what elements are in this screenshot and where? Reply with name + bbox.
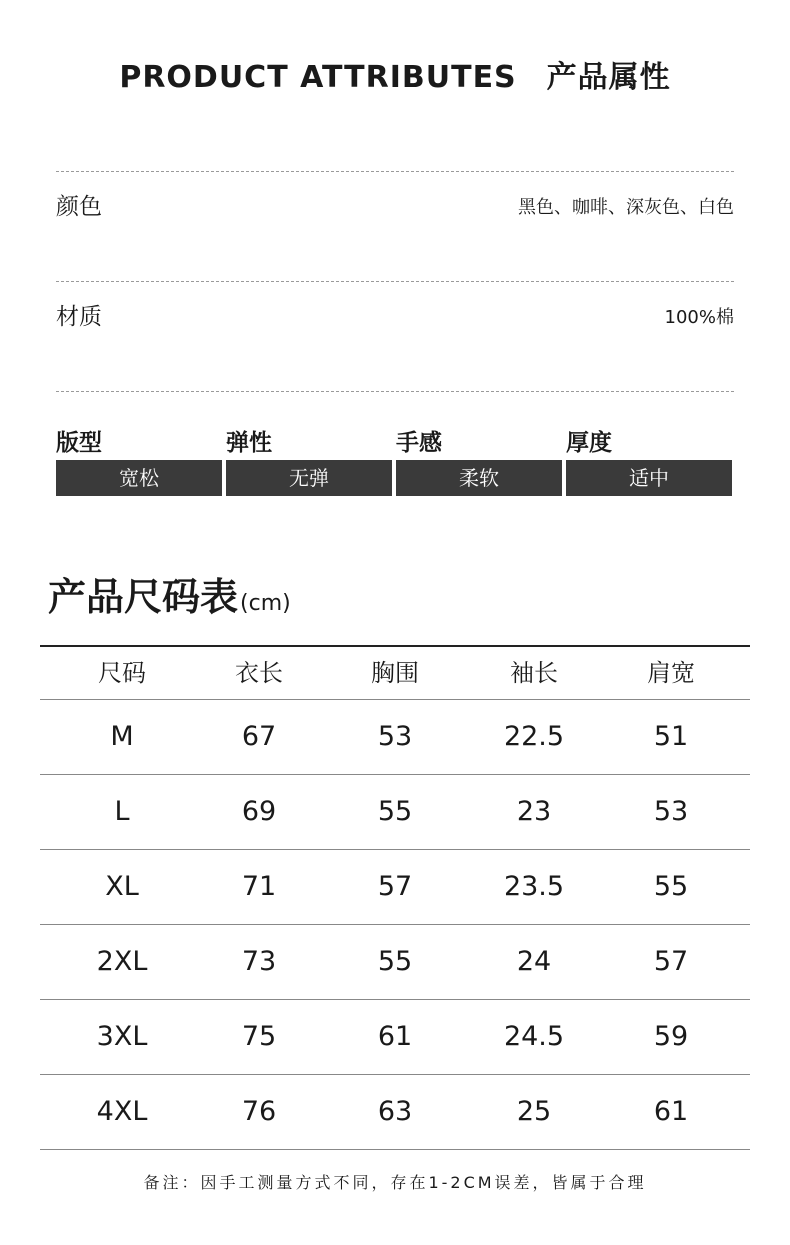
table-cell: 24.5 (503, 1021, 565, 1052)
table-cell: 57 (377, 871, 413, 902)
table-cell: 69 (241, 796, 277, 827)
table-row (40, 700, 750, 775)
property-label: 弹性 (226, 430, 272, 456)
material-label: 材质 (56, 304, 102, 330)
page-title (0, 52, 790, 96)
table-cell: 76 (241, 1096, 277, 1127)
table-cell: 59 (653, 1021, 689, 1052)
divider (56, 171, 734, 172)
table-cell: 63 (377, 1096, 413, 1127)
measurement-note: 备注：因手工测量方式不同，存在1-2CM误差，皆属于合理 (143, 1173, 647, 1192)
property-fit (56, 426, 222, 496)
header-cell: 尺码 (98, 659, 146, 687)
table-cell: 22.5 (503, 721, 565, 752)
size-chart-heading: 产品尺码表 (48, 575, 239, 619)
table-cell: L (114, 796, 130, 827)
table-cell: 53 (653, 796, 689, 827)
property-grid (56, 426, 734, 498)
size-chart-unit: (cm) (240, 591, 291, 616)
property-thickness (566, 426, 732, 496)
table-cell: 61 (377, 1021, 413, 1052)
size-table (40, 645, 750, 1150)
divider (56, 391, 734, 392)
table-row (40, 850, 750, 925)
table-cell: 55 (653, 871, 689, 902)
table-header (40, 645, 750, 700)
title-chinese: 产品属性 (546, 60, 671, 95)
property-label: 手感 (396, 430, 442, 456)
table-cell: 55 (377, 946, 413, 977)
table-cell: 24 (516, 946, 552, 977)
table-cell: 75 (241, 1021, 277, 1052)
table-cell: 23 (516, 796, 552, 827)
size-chart-title (48, 566, 291, 621)
table-row (40, 775, 750, 850)
table-cell: 61 (653, 1096, 689, 1127)
table-cell: 3XL (96, 1021, 148, 1052)
table-row (40, 1075, 750, 1150)
table-cell: 73 (241, 946, 277, 977)
table-cell: 2XL (96, 946, 148, 977)
table-cell: 53 (377, 721, 413, 752)
title-english: PRODUCT ATTRIBUTES (119, 60, 517, 95)
table-cell: 51 (653, 721, 689, 752)
table-cell: 25 (516, 1096, 552, 1127)
property-value-box: 无弹 (226, 460, 392, 496)
header-cell: 衣长 (235, 659, 283, 687)
property-value-box: 适中 (566, 460, 732, 496)
table-row (40, 1000, 750, 1075)
header-cell: 胸围 (371, 659, 419, 687)
property-value-box: 柔软 (396, 460, 562, 496)
table-cell: 71 (241, 871, 277, 902)
table-row (40, 925, 750, 1000)
table-cell: M (110, 721, 134, 752)
divider (56, 281, 734, 282)
property-feel (396, 426, 562, 496)
table-cell: 23.5 (503, 871, 565, 902)
material-value: 100%棉 (664, 307, 734, 328)
property-label: 版型 (56, 430, 102, 456)
table-cell: 67 (241, 721, 277, 752)
header-cell: 袖长 (510, 659, 558, 687)
table-cell: XL (105, 871, 139, 902)
color-label: 颜色 (56, 194, 102, 220)
property-label: 厚度 (566, 430, 612, 456)
property-elasticity (226, 426, 392, 496)
header-cell: 肩宽 (647, 659, 695, 687)
property-value-box: 宽松 (56, 460, 222, 496)
table-cell: 4XL (96, 1096, 148, 1127)
table-cell: 55 (377, 796, 413, 827)
color-value: 黑色、咖啡、深灰色、白色 (518, 197, 734, 218)
table-cell: 57 (653, 946, 689, 977)
